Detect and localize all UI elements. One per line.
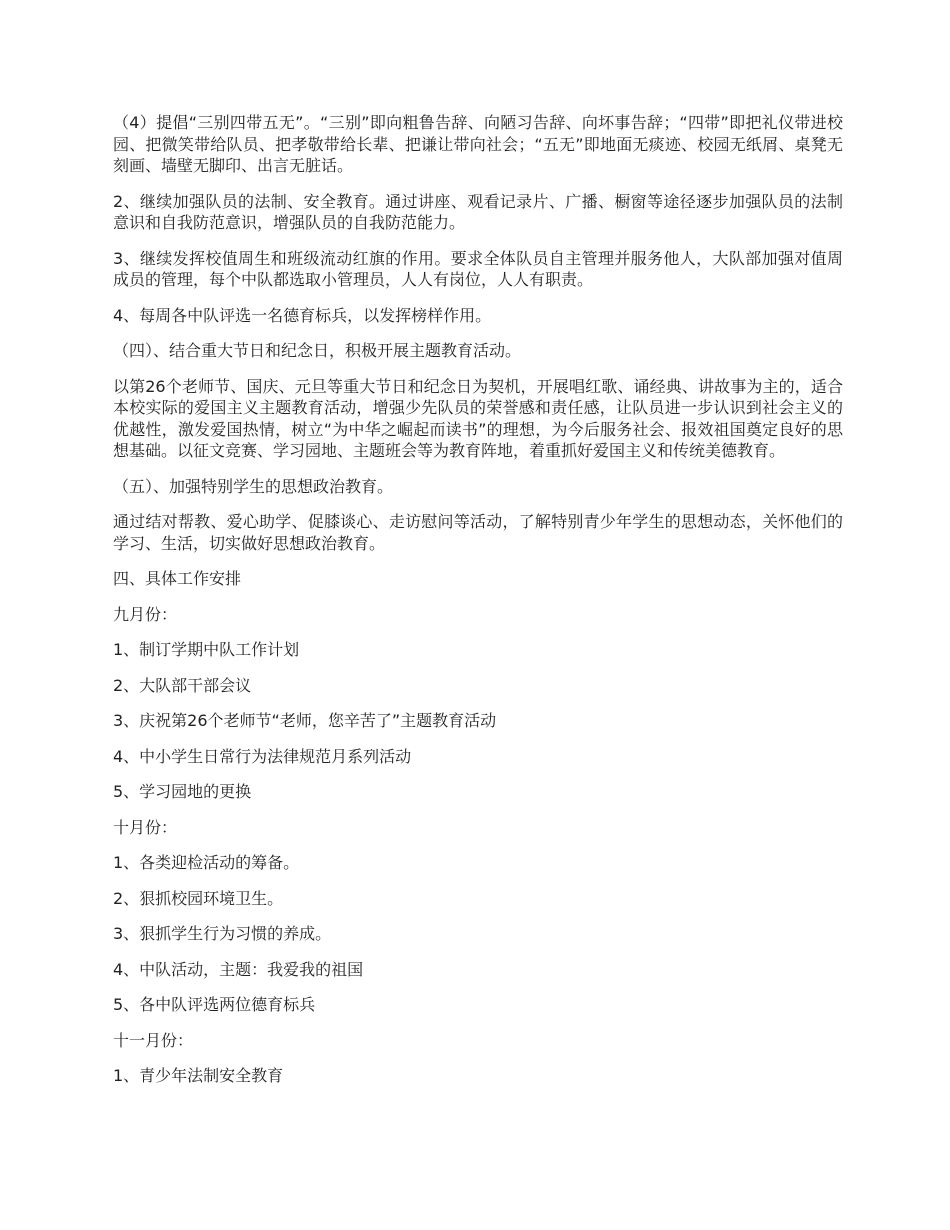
list-item: 4、中小学生日常行为法律规范月系列活动 bbox=[113, 746, 412, 766]
list-item: 4、中队活动，主题：我爱我的祖国 bbox=[113, 959, 364, 979]
list-item: 1、青少年法制安全教育 bbox=[113, 1066, 284, 1085]
paragraph-special-students: 通过结对帮教、爱心助学、促膝谈心、走访慰问等活动，了解特别青少年学生的思想动态，关怀他们的学习、生活，切实做好思想政治教育。 bbox=[113, 512, 843, 553]
paragraph-three-rules: （4）提倡“三别四带五无”。“三别”即向粗鲁告辞、向陋习告辞、向坏事告辞；“四带”即把礼仪带进校园、把微笑带给队员、把孝敬带给长辈、把谦让带向社会；“五无”即地面无痰迹、校园无纸屑、桌凳无刻画、墙壁无脚印、出言无脏话。 bbox=[113, 113, 843, 175]
list-item: 5、学习园地的更换 bbox=[113, 782, 252, 801]
section-heading-themed-activities: （四）、结合重大节日和纪念日，积极开展主题教育活动。 bbox=[113, 341, 522, 360]
list-item: 3、狠抓学生行为习惯的养成。 bbox=[113, 924, 332, 943]
list-item: 3、庆祝第26个老师节“老师，您辛苦了”主题教育活动 bbox=[113, 711, 497, 730]
list-item: 2、大队部干部会议 bbox=[113, 675, 252, 695]
paragraph-legal-safety-education: 2、继续加强队员的法制、安全教育。通过讲座、观看记录片、广播、橱窗等途径逐步加强队员的法制意识和自我防范意识，增强队员的自我防范能力。 bbox=[113, 191, 843, 232]
month-heading-october: 十月份： bbox=[113, 817, 178, 837]
month-heading-november: 十一月份： bbox=[113, 1030, 194, 1050]
list-item: 1、各类迎检活动的筹备。 bbox=[113, 853, 300, 872]
document-body bbox=[113, 112, 843, 1101]
list-item: 2、狠抓校园环境卫生。 bbox=[113, 888, 284, 908]
month-heading-september: 九月份： bbox=[113, 604, 178, 624]
section-heading-special-students: （五）、加强特别学生的思想政治教育。 bbox=[113, 476, 394, 496]
list-item: 1、制订学期中队工作计划 bbox=[113, 640, 300, 659]
paragraph-duty-students: 3、继续发挥校值周生和班级流动红旗的作用。要求全体队员自主管理并服务他人，大队部加强对值周成员的管理，每个中队都选取小管理员，人人有岗位，人人有职责。 bbox=[113, 248, 843, 289]
paragraph-patriotic-education: 以第26个老师节、国庆、元旦等重大节日和纪念日为契机，开展唱红歌、诵经典、讲故事为主的，适合本校实际的爱国主义主题教育活动，增强少先队员的荣誉感和责任感，让队员进一步认识到社会主义的优越性，激发爱国热情，树立“为中华之崛起而读书”的理想，为今后服务社会、报效祖国奠定良好的思想基础。以征文竞赛、学习园地、主题班会等为教育阵地，着重抓好爱国主义和传统美德教育。 bbox=[113, 376, 843, 460]
list-item: 5、各中队评选两位德育标兵 bbox=[113, 995, 316, 1014]
paragraph-weekly-model: 4、每周各中队评选一名德育标兵，以发挥榜样作用。 bbox=[113, 305, 492, 325]
section-heading-work-schedule: 四、具体工作安排 bbox=[113, 569, 242, 588]
